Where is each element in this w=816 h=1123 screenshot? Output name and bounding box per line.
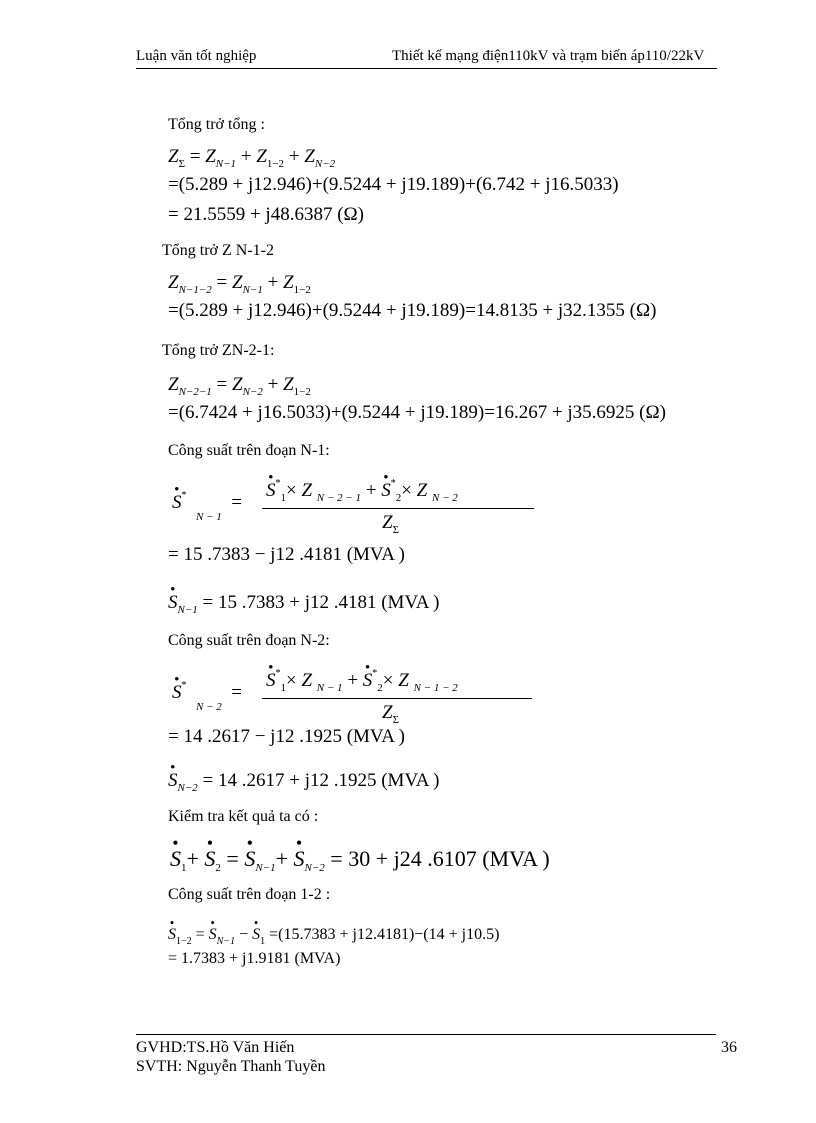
fraction-numerator: • $S^*_1\times Z$ $_{N - 1}$ + • $S^*_2\times Z$ $_{N - 1 - 2}$ <box>266 668 458 694</box>
eq-total-impedance-def: $Z_\Sigma = Z_{N-1} + Z_{1-2} + Z_{N-2}$ <box>168 146 336 170</box>
fraction-denominator: $Z_\Sigma$ <box>382 702 399 726</box>
eq-total-impedance-sum: =(5.289 + j12.946)+(9.5244 + j19.189)+(6.742 + j16.5033) <box>168 174 619 195</box>
header-rule <box>136 68 717 69</box>
power-n1-value: = 15 .7383 + j12 .4181 (MVA ) <box>202 592 440 613</box>
section-impedance-n21-title: Tổng trở ZN-2-1: <box>162 342 275 359</box>
eq-power-n2-conjugate-result: = 14 .2617 − j12 .1925 (MVA ) <box>168 726 405 747</box>
footer-advisor: GVHD:TS.Hồ Văn Hiến <box>136 1039 295 1056</box>
eq-impedance-n12-result: =(5.289 + j12.946)+(9.5244 + j19.189)=14.8135 + j32.1355 (Ω) <box>168 300 657 321</box>
eq-power-n2-lhs: • S* $_{N - 2}$ = <box>172 680 242 713</box>
power-12-expression: =(15.7383 + j12.4181)−(14 + j10.5) <box>269 926 500 943</box>
power-n2-value: = 14 .2617 + j12 .1925 (MVA ) <box>202 770 440 791</box>
footer-rule <box>136 1034 716 1035</box>
fraction-numerator: • $S^*_1\times Z$ $_{N - 2 - 1}$ + • $S^*_2\times Z$ $_{N - 2}$ <box>266 478 458 504</box>
section-impedance-n12-title: Tổng trở Z N-1-2 <box>162 242 274 259</box>
section-check-title: Kiểm tra kết quả ta có : <box>168 808 319 825</box>
fraction-bar <box>262 508 534 509</box>
page-number: 36 <box>721 1039 737 1056</box>
eq-impedance-n21-result: =(6.7424 + j16.5033)+(9.5244 + j19.189)=16.267 + j35.6925 (Ω) <box>168 402 666 423</box>
header-right-title: Thiết kế mạng điện110kV và trạm biến áp110/22kV <box>392 48 705 64</box>
power-balance-value: = 30 + j24 .6107 (MVA ) <box>330 846 550 871</box>
eq-power-n2-result: • $S_{N-2} = 14$ .2617 + j12 .1925 (MVA ) <box>168 770 439 794</box>
section-power-12-title: Công suất trên đoạn 1-2 : <box>168 886 331 903</box>
eq-power-n1-lhs: • S* $_{N - 1}$ = <box>172 490 242 523</box>
fraction-denominator: $Z_\Sigma$ <box>382 512 399 536</box>
eq-impedance-n21-def: $Z_{N-2-1} = Z_{N-2} + Z_{1-2}$ <box>168 374 311 398</box>
section-power-n1-title: Công suất trên đoạn N-1: <box>168 442 330 459</box>
eq-total-impedance-result: = 21.5559 + j48.6387 (Ω) <box>168 204 364 225</box>
eq-power-n1-result: • $S_{N-1} = 15$ .7383 + j12 .4181 (MVA ) <box>168 592 439 616</box>
eq-power-balance-check: • $S_1+$ • $S_2$ = • $S_{N-1}+$ • $S_{N-2} = 30 + j24$ .6107 (MVA ) <box>170 846 550 874</box>
footer-student: SVTH: Nguyễn Thanh Tuyền <box>136 1058 326 1075</box>
eq-power-12-result: = 1.7383 + j1.9181 (MVA) <box>168 950 341 967</box>
section-power-n2-title: Công suất trên đoạn N-2: <box>168 632 330 649</box>
header-left-title: Luận văn tốt nghiệp <box>136 48 257 64</box>
section-total-impedance-title: Tổng trở tổng : <box>168 116 265 133</box>
eq-impedance-n12-def: $Z_{N-1-2} = Z_{N-1} + Z_{1-2}$ <box>168 272 311 296</box>
eq-power-n1-conjugate-result: = 15 .7383 − j12 .4181 (MVA ) <box>168 544 405 565</box>
fraction-bar <box>262 698 532 699</box>
eq-power-12-def: • $S_{1-2}$ = • $S_{N-1}$ − • $S_1 =(15.7383 + j12.4181)-(14 + j10.5)$ <box>168 926 499 947</box>
